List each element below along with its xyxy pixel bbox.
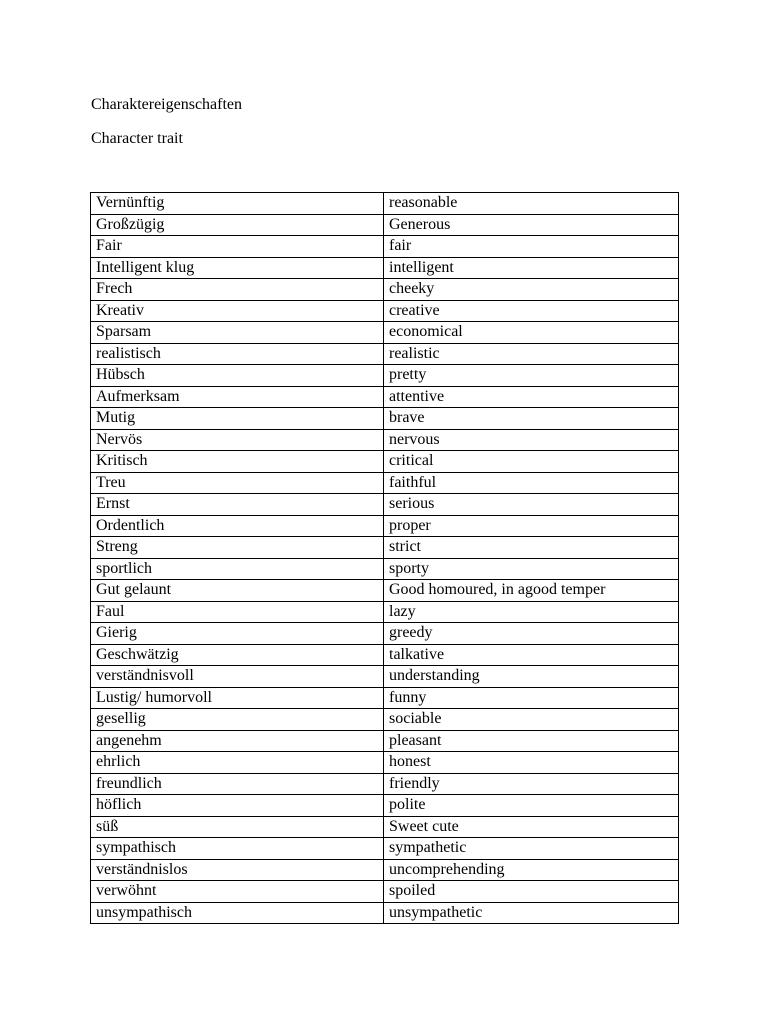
- english-translation-cell: faithful: [384, 472, 679, 494]
- german-term-cell: Gierig: [91, 623, 384, 645]
- table-row: [91, 709, 679, 731]
- table-row: [91, 752, 679, 774]
- table-row: [91, 902, 679, 924]
- german-term-cell: Intelligent klug: [91, 257, 384, 279]
- english-translation-cell: pretty: [384, 365, 679, 387]
- table-row: [91, 408, 679, 430]
- table-row: [91, 623, 679, 645]
- table-row: [91, 666, 679, 688]
- german-term-cell: angenehm: [91, 730, 384, 752]
- english-translation-cell: creative: [384, 300, 679, 322]
- german-term-cell: Aufmerksam: [91, 386, 384, 408]
- german-term-cell: sympathisch: [91, 838, 384, 860]
- german-term-cell: Streng: [91, 537, 384, 559]
- table-row: [91, 558, 679, 580]
- english-translation-cell: lazy: [384, 601, 679, 623]
- table-row: [91, 429, 679, 451]
- german-term-cell: verwöhnt: [91, 881, 384, 903]
- german-term-cell: Lustig/ humorvoll: [91, 687, 384, 709]
- german-term-cell: Mutig: [91, 408, 384, 430]
- german-term-cell: süß: [91, 816, 384, 838]
- document-title: Charaktereigenschaften: [91, 96, 243, 113]
- german-term-cell: Gut gelaunt: [91, 580, 384, 602]
- german-term-cell: sportlich: [91, 558, 384, 580]
- table-row: [91, 580, 679, 602]
- table-row: [91, 193, 679, 215]
- english-translation-cell: funny: [384, 687, 679, 709]
- english-translation-cell: spoiled: [384, 881, 679, 903]
- german-term-cell: Nervös: [91, 429, 384, 451]
- english-translation-cell: economical: [384, 322, 679, 344]
- table-row: [91, 537, 679, 559]
- vocabulary-table-body: [91, 193, 679, 924]
- table-row: [91, 644, 679, 666]
- german-term-cell: realistisch: [91, 343, 384, 365]
- table-row: [91, 472, 679, 494]
- english-translation-cell: unsympathetic: [384, 902, 679, 924]
- german-term-cell: ehrlich: [91, 752, 384, 774]
- english-translation-cell: reasonable: [384, 193, 679, 215]
- english-translation-cell: Sweet cute: [384, 816, 679, 838]
- table-row: [91, 365, 679, 387]
- german-term-cell: Großzügig: [91, 214, 384, 236]
- english-translation-cell: Generous: [384, 214, 679, 236]
- english-translation-cell: cheeky: [384, 279, 679, 301]
- english-translation-cell: friendly: [384, 773, 679, 795]
- english-translation-cell: honest: [384, 752, 679, 774]
- table-row: [91, 859, 679, 881]
- german-term-cell: Fair: [91, 236, 384, 258]
- english-translation-cell: strict: [384, 537, 679, 559]
- table-row: [91, 451, 679, 473]
- german-term-cell: Frech: [91, 279, 384, 301]
- german-term-cell: höflich: [91, 795, 384, 817]
- german-term-cell: Sparsam: [91, 322, 384, 344]
- table-row: [91, 279, 679, 301]
- german-term-cell: gesellig: [91, 709, 384, 731]
- table-row: [91, 730, 679, 752]
- table-row: [91, 322, 679, 344]
- german-term-cell: Kreativ: [91, 300, 384, 322]
- english-translation-cell: Good homoured, in agood temper: [384, 580, 679, 602]
- english-translation-cell: nervous: [384, 429, 679, 451]
- table-row: [91, 838, 679, 860]
- english-translation-cell: realistic: [384, 343, 679, 365]
- german-term-cell: Geschwätzig: [91, 644, 384, 666]
- english-translation-cell: polite: [384, 795, 679, 817]
- german-term-cell: Faul: [91, 601, 384, 623]
- english-translation-cell: critical: [384, 451, 679, 473]
- table-row: [91, 515, 679, 537]
- english-translation-cell: fair: [384, 236, 679, 258]
- german-term-cell: Ernst: [91, 494, 384, 516]
- table-row: [91, 257, 679, 279]
- english-translation-cell: sociable: [384, 709, 679, 731]
- german-term-cell: Treu: [91, 472, 384, 494]
- english-translation-cell: proper: [384, 515, 679, 537]
- english-translation-cell: sympathetic: [384, 838, 679, 860]
- english-translation-cell: pleasant: [384, 730, 679, 752]
- english-translation-cell: uncomprehending: [384, 859, 679, 881]
- english-translation-cell: sporty: [384, 558, 679, 580]
- english-translation-cell: greedy: [384, 623, 679, 645]
- english-translation-cell: serious: [384, 494, 679, 516]
- table-row: [91, 343, 679, 365]
- german-term-cell: Vernünftig: [91, 193, 384, 215]
- english-translation-cell: understanding: [384, 666, 679, 688]
- document-subtitle: Character trait: [91, 130, 183, 147]
- table-row: [91, 494, 679, 516]
- german-term-cell: Kritisch: [91, 451, 384, 473]
- table-row: [91, 236, 679, 258]
- german-term-cell: freundlich: [91, 773, 384, 795]
- english-translation-cell: attentive: [384, 386, 679, 408]
- english-translation-cell: talkative: [384, 644, 679, 666]
- table-row: [91, 214, 679, 236]
- english-translation-cell: brave: [384, 408, 679, 430]
- vocabulary-table: [90, 192, 679, 924]
- english-translation-cell: intelligent: [384, 257, 679, 279]
- table-row: [91, 816, 679, 838]
- table-row: [91, 773, 679, 795]
- table-row: [91, 881, 679, 903]
- table-row: [91, 601, 679, 623]
- table-row: [91, 687, 679, 709]
- table-row: [91, 386, 679, 408]
- german-term-cell: Hübsch: [91, 365, 384, 387]
- table-row: [91, 300, 679, 322]
- german-term-cell: Ordentlich: [91, 515, 384, 537]
- table-row: [91, 795, 679, 817]
- german-term-cell: verständnislos: [91, 859, 384, 881]
- german-term-cell: verständnisvoll: [91, 666, 384, 688]
- german-term-cell: unsympathisch: [91, 902, 384, 924]
